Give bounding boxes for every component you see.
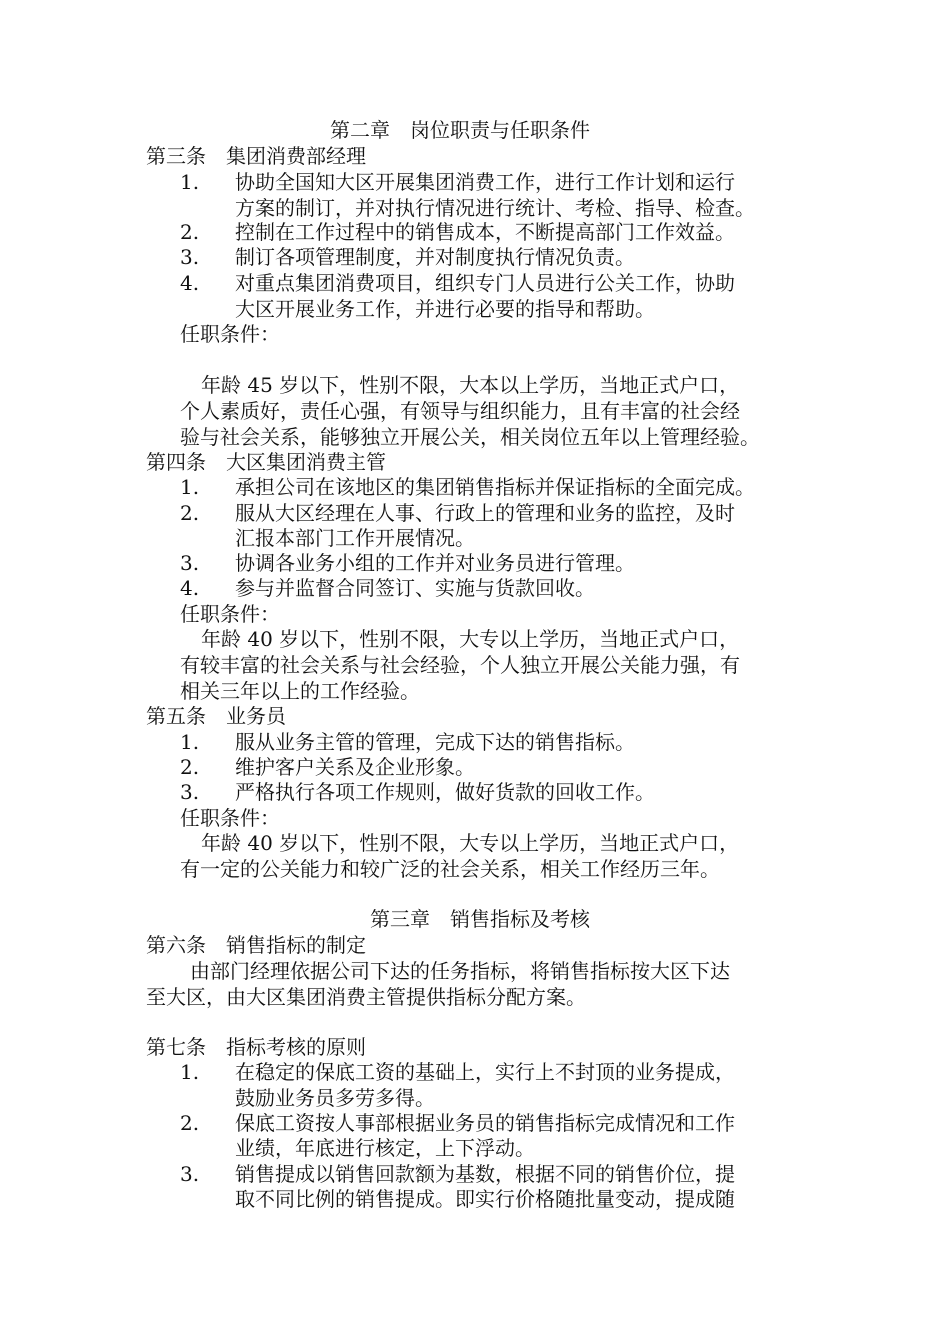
list-number: 2.	[180, 220, 200, 244]
qualification-label: 任职条件：	[180, 602, 280, 626]
article-heading: 第四条 大区集团消费主管	[146, 450, 386, 474]
qualification-text: 个人素质好，责任心强，有领导与组织能力，且有丰富的社会经	[180, 399, 740, 423]
qualification-text: 年龄 45 岁以下，性别不限，大本以上学历，当地正式户口，	[201, 373, 740, 397]
qualification-text: 相关三年以上的工作经验。	[180, 679, 420, 703]
qualification-label: 任职条件：	[180, 806, 280, 830]
list-item-text: 方案的制订，并对执行情况进行统计、考检、指导、检查。	[235, 196, 755, 220]
list-item-text: 取不同比例的销售提成。即实行价格随批量变动，提成随	[235, 1187, 735, 1211]
list-item-text: 参与并监督合同签订、实施与货款回收。	[235, 576, 595, 600]
paragraph-text: 至大区，由大区集团消费主管提供指标分配方案。	[146, 985, 586, 1009]
paragraph-text: 由部门经理依据公司下达的任务指标，将销售指标按大区下达	[190, 959, 730, 983]
list-item-text: 严格执行各项工作规则，做好货款的回收工作。	[235, 780, 655, 804]
qualification-label: 任职条件：	[180, 322, 280, 346]
list-number: 4.	[180, 271, 200, 295]
list-item-text: 服从业务主管的管理，完成下达的销售指标。	[235, 730, 635, 754]
qualification-text: 有一定的公关能力和较广泛的社会关系，相关工作经历三年。	[180, 857, 720, 881]
list-number: 2.	[180, 501, 200, 525]
list-number: 2.	[180, 755, 200, 779]
qualification-text: 有较丰富的社会关系与社会经验，个人独立开展公关能力强，有	[180, 653, 740, 677]
list-number: 1.	[180, 170, 200, 194]
article-heading: 第六条 销售指标的制定	[146, 933, 366, 957]
article-heading: 第五条 业务员	[146, 704, 286, 728]
list-item-text: 保底工资按人事部根据业务员的销售指标完成情况和工作	[235, 1111, 735, 1135]
chapter-title: 第二章 岗位职责与任职条件	[330, 118, 590, 142]
qualification-text: 年龄 40 岁以下，性别不限，大专以上学历，当地正式户口，	[201, 627, 740, 651]
list-number: 3.	[180, 1162, 200, 1186]
list-item-text: 对重点集团消费项目，组织专门人员进行公关工作，协助	[235, 271, 735, 295]
list-number: 3.	[180, 551, 200, 575]
list-number: 1.	[180, 730, 200, 754]
list-number: 3.	[180, 245, 200, 269]
list-item-text: 承担公司在该地区的集团销售指标并保证指标的全面完成。	[235, 475, 755, 499]
list-item-text: 销售提成以销售回款额为基数，根据不同的销售价位，提	[235, 1162, 735, 1186]
list-number: 2.	[180, 1111, 200, 1135]
list-item-text: 汇报本部门工作开展情况。	[235, 526, 475, 550]
list-item-text: 协助全国知大区开展集团消费工作，进行工作计划和运行	[235, 170, 735, 194]
article-heading: 第三条 集团消费部经理	[146, 144, 366, 168]
list-item-text: 大区开展业务工作，并进行必要的指导和帮助。	[235, 297, 655, 321]
list-number: 1.	[180, 475, 200, 499]
qualification-text: 年龄 40 岁以下，性别不限，大专以上学历，当地正式户口，	[201, 831, 740, 855]
article-heading: 第七条 指标考核的原则	[146, 1035, 366, 1059]
list-item-text: 控制在工作过程中的销售成本，不断提高部门工作效益。	[235, 220, 735, 244]
list-item-text: 在稳定的保底工资的基础上，实行上不封顶的业务提成，	[235, 1060, 735, 1084]
qualification-text: 验与社会关系，能够独立开展公关，相关岗位五年以上管理经验。	[180, 425, 760, 449]
list-number: 4.	[180, 576, 200, 600]
list-number: 3.	[180, 780, 200, 804]
list-item-text: 业绩，年底进行核定，上下浮动。	[235, 1136, 535, 1160]
list-item-text: 制订各项管理制度，并对制度执行情况负责。	[235, 245, 635, 269]
list-item-text: 服从大区经理在人事、行政上的管理和业务的监控，及时	[235, 501, 735, 525]
list-item-text: 维护客户关系及企业形象。	[235, 755, 475, 779]
chapter-title: 第三章 销售指标及考核	[370, 907, 590, 931]
list-item-text: 协调各业务小组的工作并对业务员进行管理。	[235, 551, 635, 575]
list-number: 1.	[180, 1060, 200, 1084]
list-item-text: 鼓励业务员多劳多得。	[235, 1086, 435, 1110]
